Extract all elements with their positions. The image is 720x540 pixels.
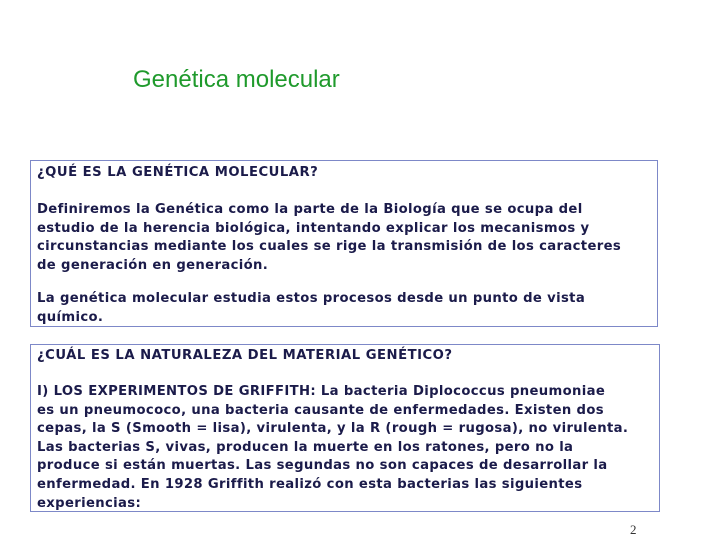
text-line: enfermedad. En 1928 Griffith realizó con esta bacterias las siguientes <box>37 476 583 492</box>
text-line: Definiremos la Genética como la parte de la Biología que se ocupa del <box>37 202 583 217</box>
text-line: produce si están muertas. Las segundas no son capaces de desarrollar la <box>37 458 608 474</box>
definition-heading: ¿QUÉ ES LA GENÉTICA MOLECULAR? <box>37 165 319 180</box>
molecular-genetics-paragraph <box>37 290 585 327</box>
text-line: cepas, la S (Smooth = lisa), virulenta, y la R (rough = rugosa), no virulenta. <box>37 421 629 437</box>
text-line: es un pneumococo, una bacteria causante de enfermedades. Existen dos <box>37 402 604 418</box>
slide-title: Genética molecular <box>133 66 340 93</box>
text-line: de generación en generación. <box>37 257 269 273</box>
text-line: circunstancias mediante los cuales se rige la transmisión de los caracteres <box>37 239 622 255</box>
text-line: químico. <box>37 309 104 325</box>
text-line: La genética molecular estudia estos procesos desde un punto de vista <box>37 291 586 306</box>
text-line: experiencias: <box>37 495 142 511</box>
text-line: Las bacterias S, vivas, producen la muerte en los ratones, pero no la <box>37 439 574 455</box>
definition-paragraph <box>37 201 621 275</box>
text-line: I) LOS EXPERIMENTOS DE GRIFFITH: La bacteria Diplococcus pneumoniae <box>37 384 606 399</box>
page-number: 2 <box>630 522 637 537</box>
griffith-paragraph <box>37 383 628 513</box>
text-line: estudio de la herencia biológica, intentando explicar los mecanismos y <box>37 220 590 236</box>
genetic-material-heading: ¿CUÁL ES LA NATURALEZA DEL MATERIAL GENÉTICO? <box>37 348 453 363</box>
